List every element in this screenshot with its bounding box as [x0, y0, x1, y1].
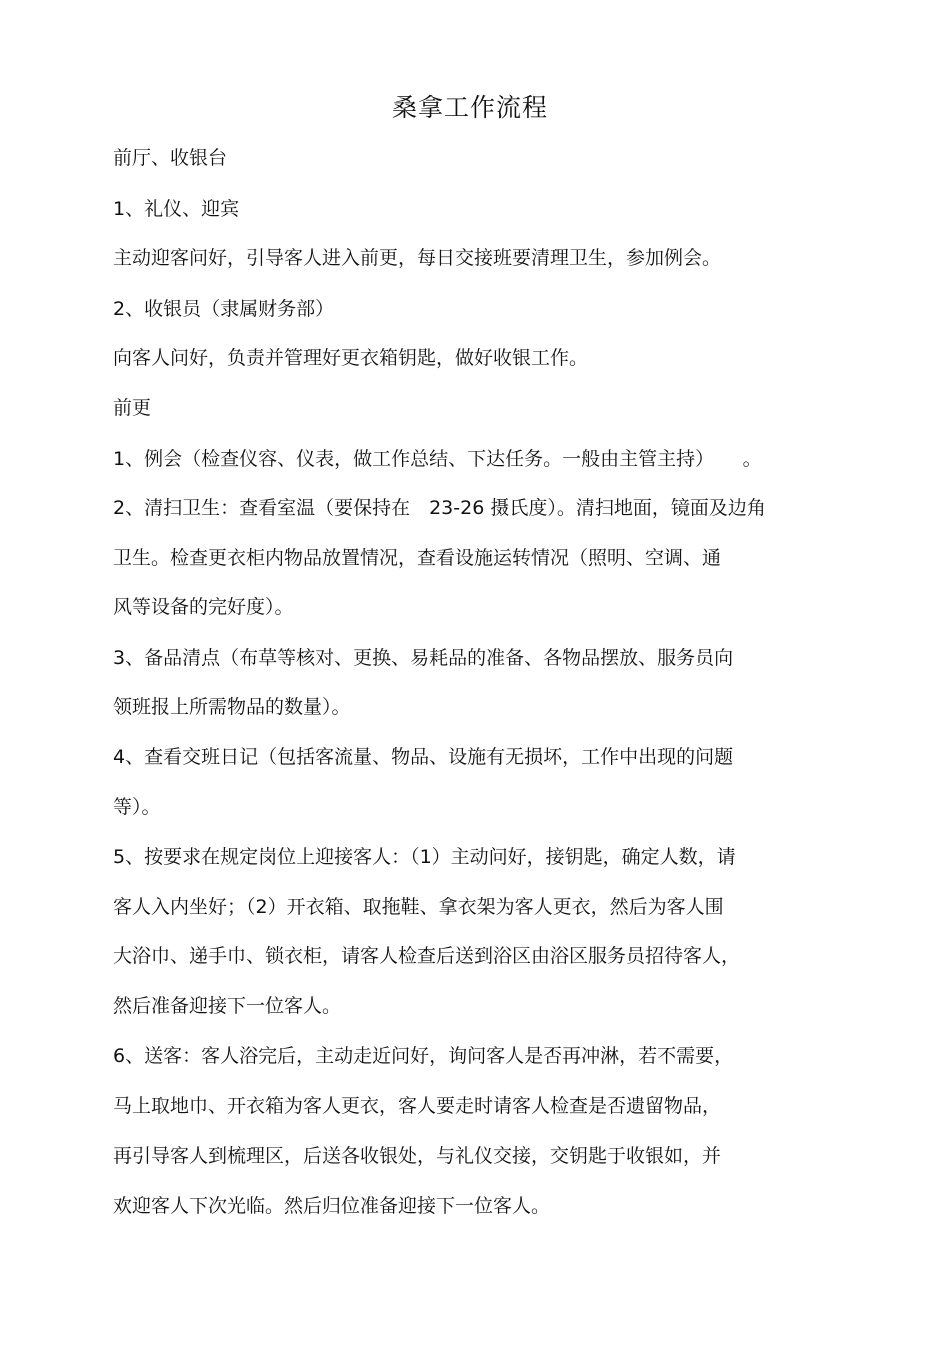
- paragraph-line: 1、例会（检查仪容、仪表，做工作总结、下达任务。一般由主管主持） 。: [113, 448, 762, 470]
- paragraph-line: 6、送客：客人浴完后，主动走近问好，询问客人是否再冲淋，若不需要，: [113, 1045, 734, 1067]
- item-heading-etiquette: 1、礼仪、迎宾: [113, 198, 240, 220]
- paragraph-line: 向客人问好，负责并管理好更衣箱钥匙，做好收银工作。: [113, 347, 589, 369]
- paragraph-line: 然后准备迎接下一位客人。: [113, 995, 342, 1017]
- paragraph-line: 3、备品清点（布草等核对、更换、易耗品的准备、各物品摆放、服务员向: [113, 647, 734, 669]
- paragraph-line: 领班报上所需物品的数量）。: [113, 696, 351, 718]
- paragraph-line: 风等设备的完好度）。: [113, 596, 294, 618]
- paragraph-line: 2、清扫卫生：查看室温（要保持在 23-26 摄氏度）。清扫地面，镜面及边角: [113, 497, 766, 519]
- item-heading-cashier: 2、收银员（隶属财务部）: [113, 298, 335, 320]
- paragraph-line: 主动迎客问好，引导客人进入前更，每日交接班要清理卫生，参加例会。: [113, 247, 722, 269]
- section-heading-front-hall: 前厅、收银台: [113, 147, 228, 169]
- section-heading-front-changing: 前更: [113, 397, 152, 419]
- paragraph-line: 5、按要求在规定岗位上迎接客人：（1）主动问好，接钥匙，确定人数，请: [113, 846, 736, 868]
- paragraph-line: 马上取地巾、开衣箱为客人更衣，客人要走时请客人检查是否遗留物品，: [113, 1095, 722, 1117]
- paragraph-line: 等）。: [113, 796, 161, 818]
- paragraph-line: 再引导客人到梳理区，后送各收银处，与礼仪交接，交钥匙于收银如，并: [113, 1145, 722, 1167]
- paragraph-line: 卫生。检查更衣柜内物品放置情况，查看设施运转情况（照明、空调、通: [113, 547, 722, 569]
- paragraph-line: 大浴巾、递手巾、锁衣柜，请客人检查后送到浴区由浴区服务员招待客人，: [113, 945, 741, 967]
- paragraph-line: 欢迎客人下次光临。然后归位准备迎接下一位客人。: [113, 1195, 551, 1217]
- paragraph-line: 客人入内坐好；（2）开衣箱、取拖鞋、拿衣架为客人更衣，然后为客人围: [113, 896, 724, 918]
- document-title: 桑拿工作流程: [391, 93, 548, 122]
- paragraph-line: 4、查看交班日记（包括客流量、物品、设施有无损坏，工作中出现的问题: [113, 746, 734, 768]
